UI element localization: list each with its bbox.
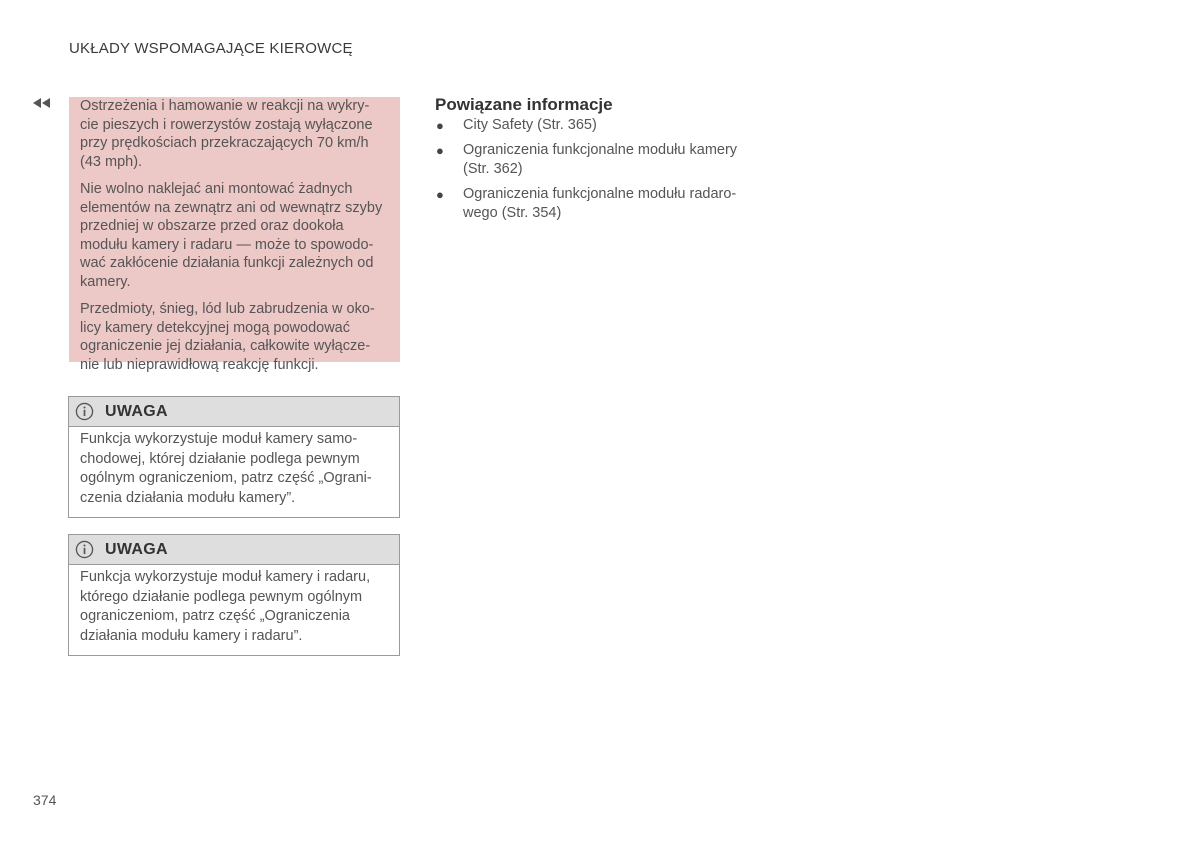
note-box <box>68 396 400 518</box>
note-body: Funkcja wykorzystuje moduł kamery i radaru, którego działanie podlega pewnym ogólnym ograniczeniom, patrz część „Ograniczenia działania modułu kamery i radaru”. <box>80 569 371 644</box>
info-circle-icon <box>75 540 94 559</box>
related-info-item[interactable] <box>434 185 764 224</box>
related-info-list <box>434 116 764 224</box>
page-header-title: UKŁADY WSPOMAGAJĄCE KIEROWCĘ <box>69 40 353 57</box>
related-info-section <box>434 95 764 229</box>
bullet-icon: ● <box>436 186 444 202</box>
note-body: Funkcja wykorzystuje moduł kamery samo- chodowej, której działanie podlega pewnym ogólnym ograniczeniom, patrz część „Ograni- czenia działania modułu kamery”. <box>80 431 372 506</box>
related-link[interactable]: Ograniczenia funkcjonalne modułu radaro- wego (Str. 354) <box>463 185 737 221</box>
note-header <box>69 535 399 565</box>
note-header <box>69 397 399 427</box>
bullet-icon: ● <box>436 118 444 133</box>
warning-paragraph: Przedmioty, śnieg, lód lub zabrudzenia w oko- licy kamery detekcyjnej mogą powodować ograniczenie jej działania, całkowite wyłącze- nie lub nieprawidłową reakcję funkcji. <box>80 301 375 373</box>
related-info-item[interactable] <box>434 116 764 136</box>
related-link[interactable]: City Safety (Str. 365) <box>463 117 597 133</box>
related-info-item[interactable] <box>434 141 764 180</box>
note-title: UWAGA <box>105 402 168 420</box>
related-link[interactable]: Ograniczenia funkcjonalne modułu kamery (Str. 362) <box>463 141 738 177</box>
double-left-arrow-icon <box>33 98 51 108</box>
warning-paragraph: Ostrzeżenia i hamowanie w reakcji na wykry- cie pieszych i rowerzystów zostają wyłączone przy prędkościach przekraczających 70 km/h (43 mph). <box>80 98 373 170</box>
note-box <box>68 534 400 656</box>
bullet-icon: ● <box>436 142 444 158</box>
related-info-title: Powiązane informacje <box>435 95 613 114</box>
info-circle-icon <box>75 402 94 421</box>
page-number: 374 <box>33 792 57 808</box>
warning-box <box>69 97 400 373</box>
warning-paragraph: Nie wolno naklejać ani montować żadnych elementów na zewnątrz ani od wewnątrz szyby przedniej w obszarze przed oraz dookoła modułu kamery i radaru — może to spowodo- wać zakłócenie działania funkcji zależnych od kamery. <box>80 181 383 290</box>
note-title: UWAGA <box>105 540 168 558</box>
